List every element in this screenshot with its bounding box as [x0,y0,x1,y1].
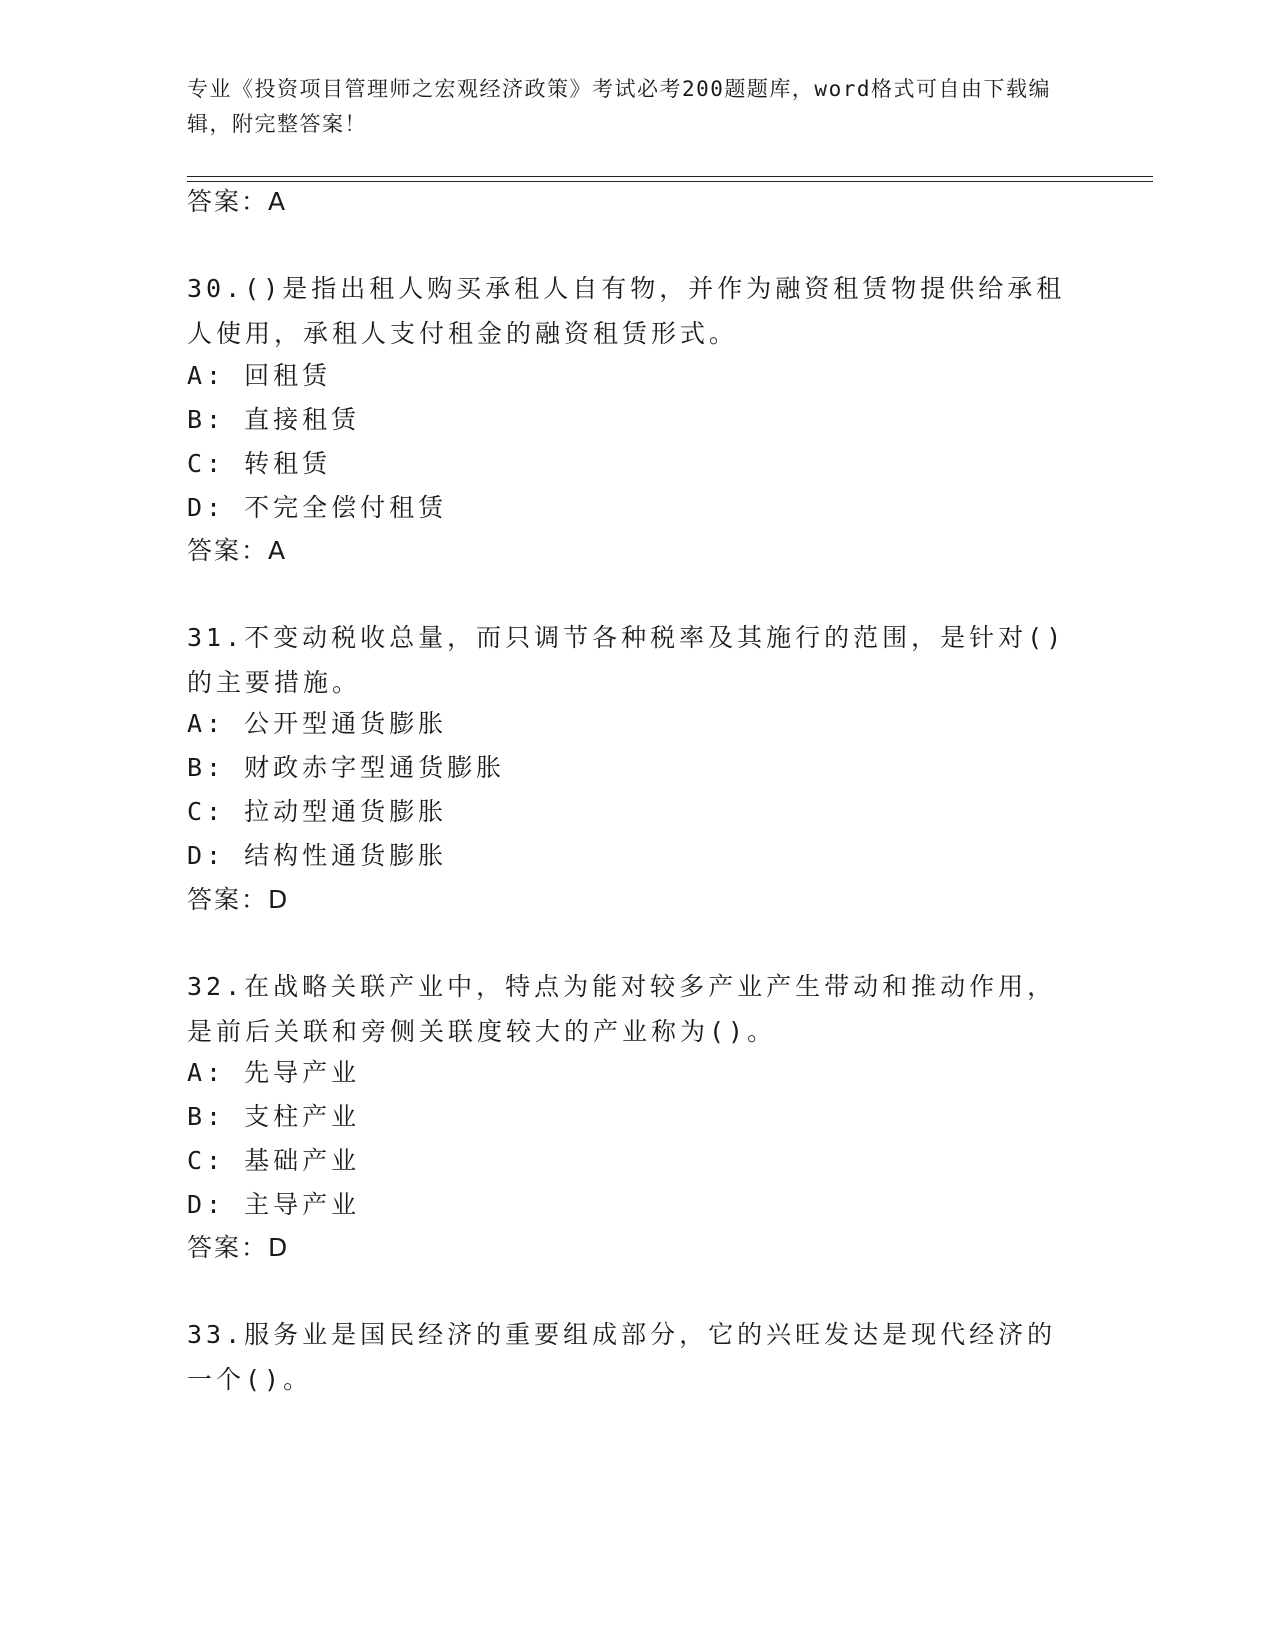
q31-option-b: B: 财政赤字型通货膨胀 [187,753,506,782]
q30-option-b: B: 直接租赁 [187,405,361,434]
question-32: 32.在战略关联产业中，特点为能对较多产业产生带动和推动作用，是前后关联和旁侧关联度较大的产业称为()。 [187,972,1057,1046]
q31-option-d: D: 结构性通货膨胀 [187,841,448,870]
header-divider-top [187,176,1153,177]
answer-prev: 答案：A [187,187,288,216]
q31-option-a: A: 公开型通货膨胀 [187,709,448,738]
q32-answer: 答案：D [187,1233,290,1262]
q30-option-d: D: 不完全偿付租赁 [187,493,448,522]
q30-option-c: C: 转租赁 [187,449,332,478]
document-header: 专业《投资项目管理师之宏观经济政策》考试必考200题题库，word格式可自由下载编辑，附完整答案！ [187,77,1051,136]
q30-answer: 答案：A [187,536,288,565]
q31-option-c: C: 拉动型通货膨胀 [187,797,448,826]
q30-option-a: A: 回租赁 [187,361,332,390]
question-30: 30.()是指出租人购买承租人自有物，并作为融资租赁物提供给承租人使用，承租人支付租金的融资租赁形式。 [187,274,1066,348]
q32-option-d: D: 主导产业 [187,1190,361,1219]
question-31: 31.不变动税收总量，而只调节各种税率及其施行的范围，是针对()的主要措施。 [187,623,1066,697]
header-divider-bottom [187,181,1153,182]
q32-option-b: B: 支柱产业 [187,1102,361,1131]
q32-option-c: C: 基础产业 [187,1146,361,1175]
question-33: 33.服务业是国民经济的重要组成部分，它的兴旺发达是现代经济的一个()。 [187,1320,1057,1394]
q31-answer: 答案：D [187,885,290,914]
q32-option-a: A: 先导产业 [187,1058,361,1087]
